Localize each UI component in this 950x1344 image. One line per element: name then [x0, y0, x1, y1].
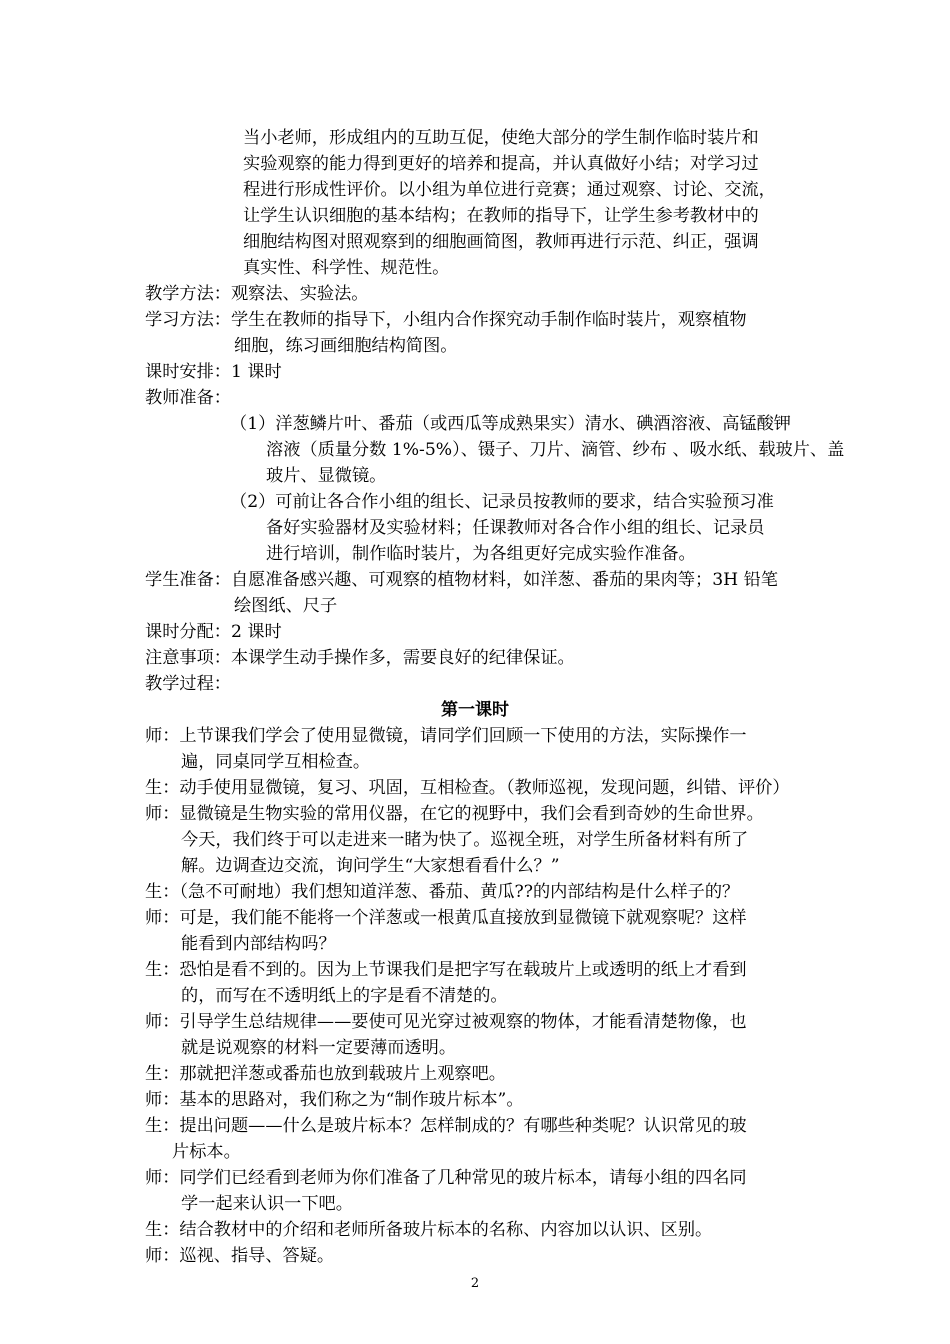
dialogue-line: 的，而写在不透明纸上的字是看不清楚的。 [181, 986, 508, 1006]
dialogue-line: 师：显微镜是生物实验的常用仪器，在它的视野中，我们会看到奇妙的生命世界。 [145, 804, 764, 824]
class-arrangement: 课时安排：1 课时 [145, 362, 282, 382]
dialogue-line: 师：巡视、指导、答疑。 [145, 1246, 335, 1266]
page-number: 2 [470, 1276, 480, 1291]
teacher-prep-item-1: 溶液（质量分数 1%-5%）、镊子、刀片、滴管、纱布 、吸水纸、载玻片、盖 [266, 440, 845, 460]
intro-line: 细胞结构图对照观察到的细胞画简图，教师再进行示范、纠正，强调 [243, 232, 759, 252]
section-title: 第一课时 [441, 700, 509, 720]
process-label: 教学过程： [145, 674, 231, 694]
dialogue-line: 生：结合教材中的介绍和老师所备玻片标本的名称、内容加以认识、区别。 [145, 1220, 713, 1240]
intro-line: 真实性、科学性、规范性。 [243, 258, 450, 278]
learning-method-line: 学习方法：学生在教师的指导下，小组内合作探究动手制作临时装片，观察植物 [145, 310, 747, 330]
dialogue-line: 解。边调查边交流，询问学生“大家想看看什么？” [181, 856, 560, 876]
dialogue-line: 生：那就把洋葱或番茄也放到载玻片上观察吧。 [145, 1064, 506, 1084]
teacher-prep-item-1: 玻片、显微镜。 [266, 466, 387, 486]
dialogue-line: 就是说观察的材料一定要薄而透明。 [181, 1038, 457, 1058]
dialogue-line: 生：提出问题——什么是玻片标本？怎样制成的？有哪些种类呢？认识常见的玻 [145, 1116, 747, 1136]
intro-line: 程进行形成性评价。以小组为单位进行竞赛；通过观察、讨论、交流， [243, 180, 776, 200]
dialogue-line: 生：（急不可耐地）我们想知道洋葱、番茄、黄瓜??的内部结构是什么样子的？ [145, 882, 740, 902]
teacher-prep-item-2: 进行培训，制作临时装片，为各组更好完成实验作准备。 [266, 544, 696, 564]
class-allocation: 课时分配：2 课时 [145, 622, 282, 642]
learning-method-line: 细胞，练习画细胞结构简图。 [234, 336, 458, 356]
student-prep-line: 学生准备：自愿准备感兴趣、可观察的植物材料，如洋葱、番茄的果肉等；3H 铅笔 [145, 570, 778, 590]
teaching-method: 教学方法：观察法、实验法。 [145, 284, 369, 304]
dialogue-line: 生：恐怕是看不到的。因为上节课我们是把字写在载玻片上或透明的纸上才看到 [145, 960, 747, 980]
student-prep-line: 绘图纸、尺子 [234, 596, 338, 616]
dialogue-line: 师：可是，我们能不能将一个洋葱或一根黄瓜直接放到显微镜下就观察呢？这样 [145, 908, 747, 928]
teacher-prep-item-2: 备好实验器材及实验材料；任课教师对各合作小组的组长、记录员 [266, 518, 765, 538]
dialogue-line: 片标本。 [172, 1142, 241, 1162]
dialogue-line: 师：同学们已经看到老师为你们准备了几种常见的玻片标本，请每小组的四名同 [145, 1168, 747, 1188]
dialogue-line: 师：上节课我们学会了使用显微镜，请同学们回顾一下使用的方法，实际操作一 [145, 726, 747, 746]
dialogue-line: 遍，同桌同学互相检查。 [181, 752, 371, 772]
dialogue-line: 今天，我们终于可以走进来一睹为快了。巡视全班，对学生所备材料有所了 [181, 830, 749, 850]
dialogue-line: 学一起来认识一下吧。 [181, 1194, 353, 1214]
intro-line: 当小老师，形成组内的互助互促，使绝大部分的学生制作临时装片和 [243, 128, 759, 148]
dialogue-line: 生：动手使用显微镜，复习、巩固，互相检查。（教师巡视，发现问题，纠错、评价） [145, 778, 790, 798]
dialogue-line: 师：基本的思路对，我们称之为“制作玻片标本”。 [145, 1090, 524, 1110]
dialogue-line: 能看到内部结构吗？ [181, 934, 336, 954]
teacher-prep-item-2: （2）可前让各合作小组的组长、记录员按教师的要求，结合实验预习准 [230, 492, 774, 512]
teacher-prep-item-1: （1）洋葱鳞片叶、番茄（或西瓜等成熟果实）清水、碘酒溶液、高锰酸钾 [230, 414, 791, 434]
intro-line: 实验观察的能力得到更好的培养和提高，并认真做好小结；对学习过 [243, 154, 759, 174]
teacher-prep-label: 教师准备： [145, 388, 231, 408]
notes: 注意事项：本课学生动手操作多，需要良好的纪律保证。 [145, 648, 575, 668]
intro-line: 让学生认识细胞的基本结构；在教师的指导下，让学生参考教材中的 [243, 206, 759, 226]
dialogue-line: 师：引导学生总结规律——要使可见光穿过被观察的物体，才能看清楚物像，也 [145, 1012, 747, 1032]
